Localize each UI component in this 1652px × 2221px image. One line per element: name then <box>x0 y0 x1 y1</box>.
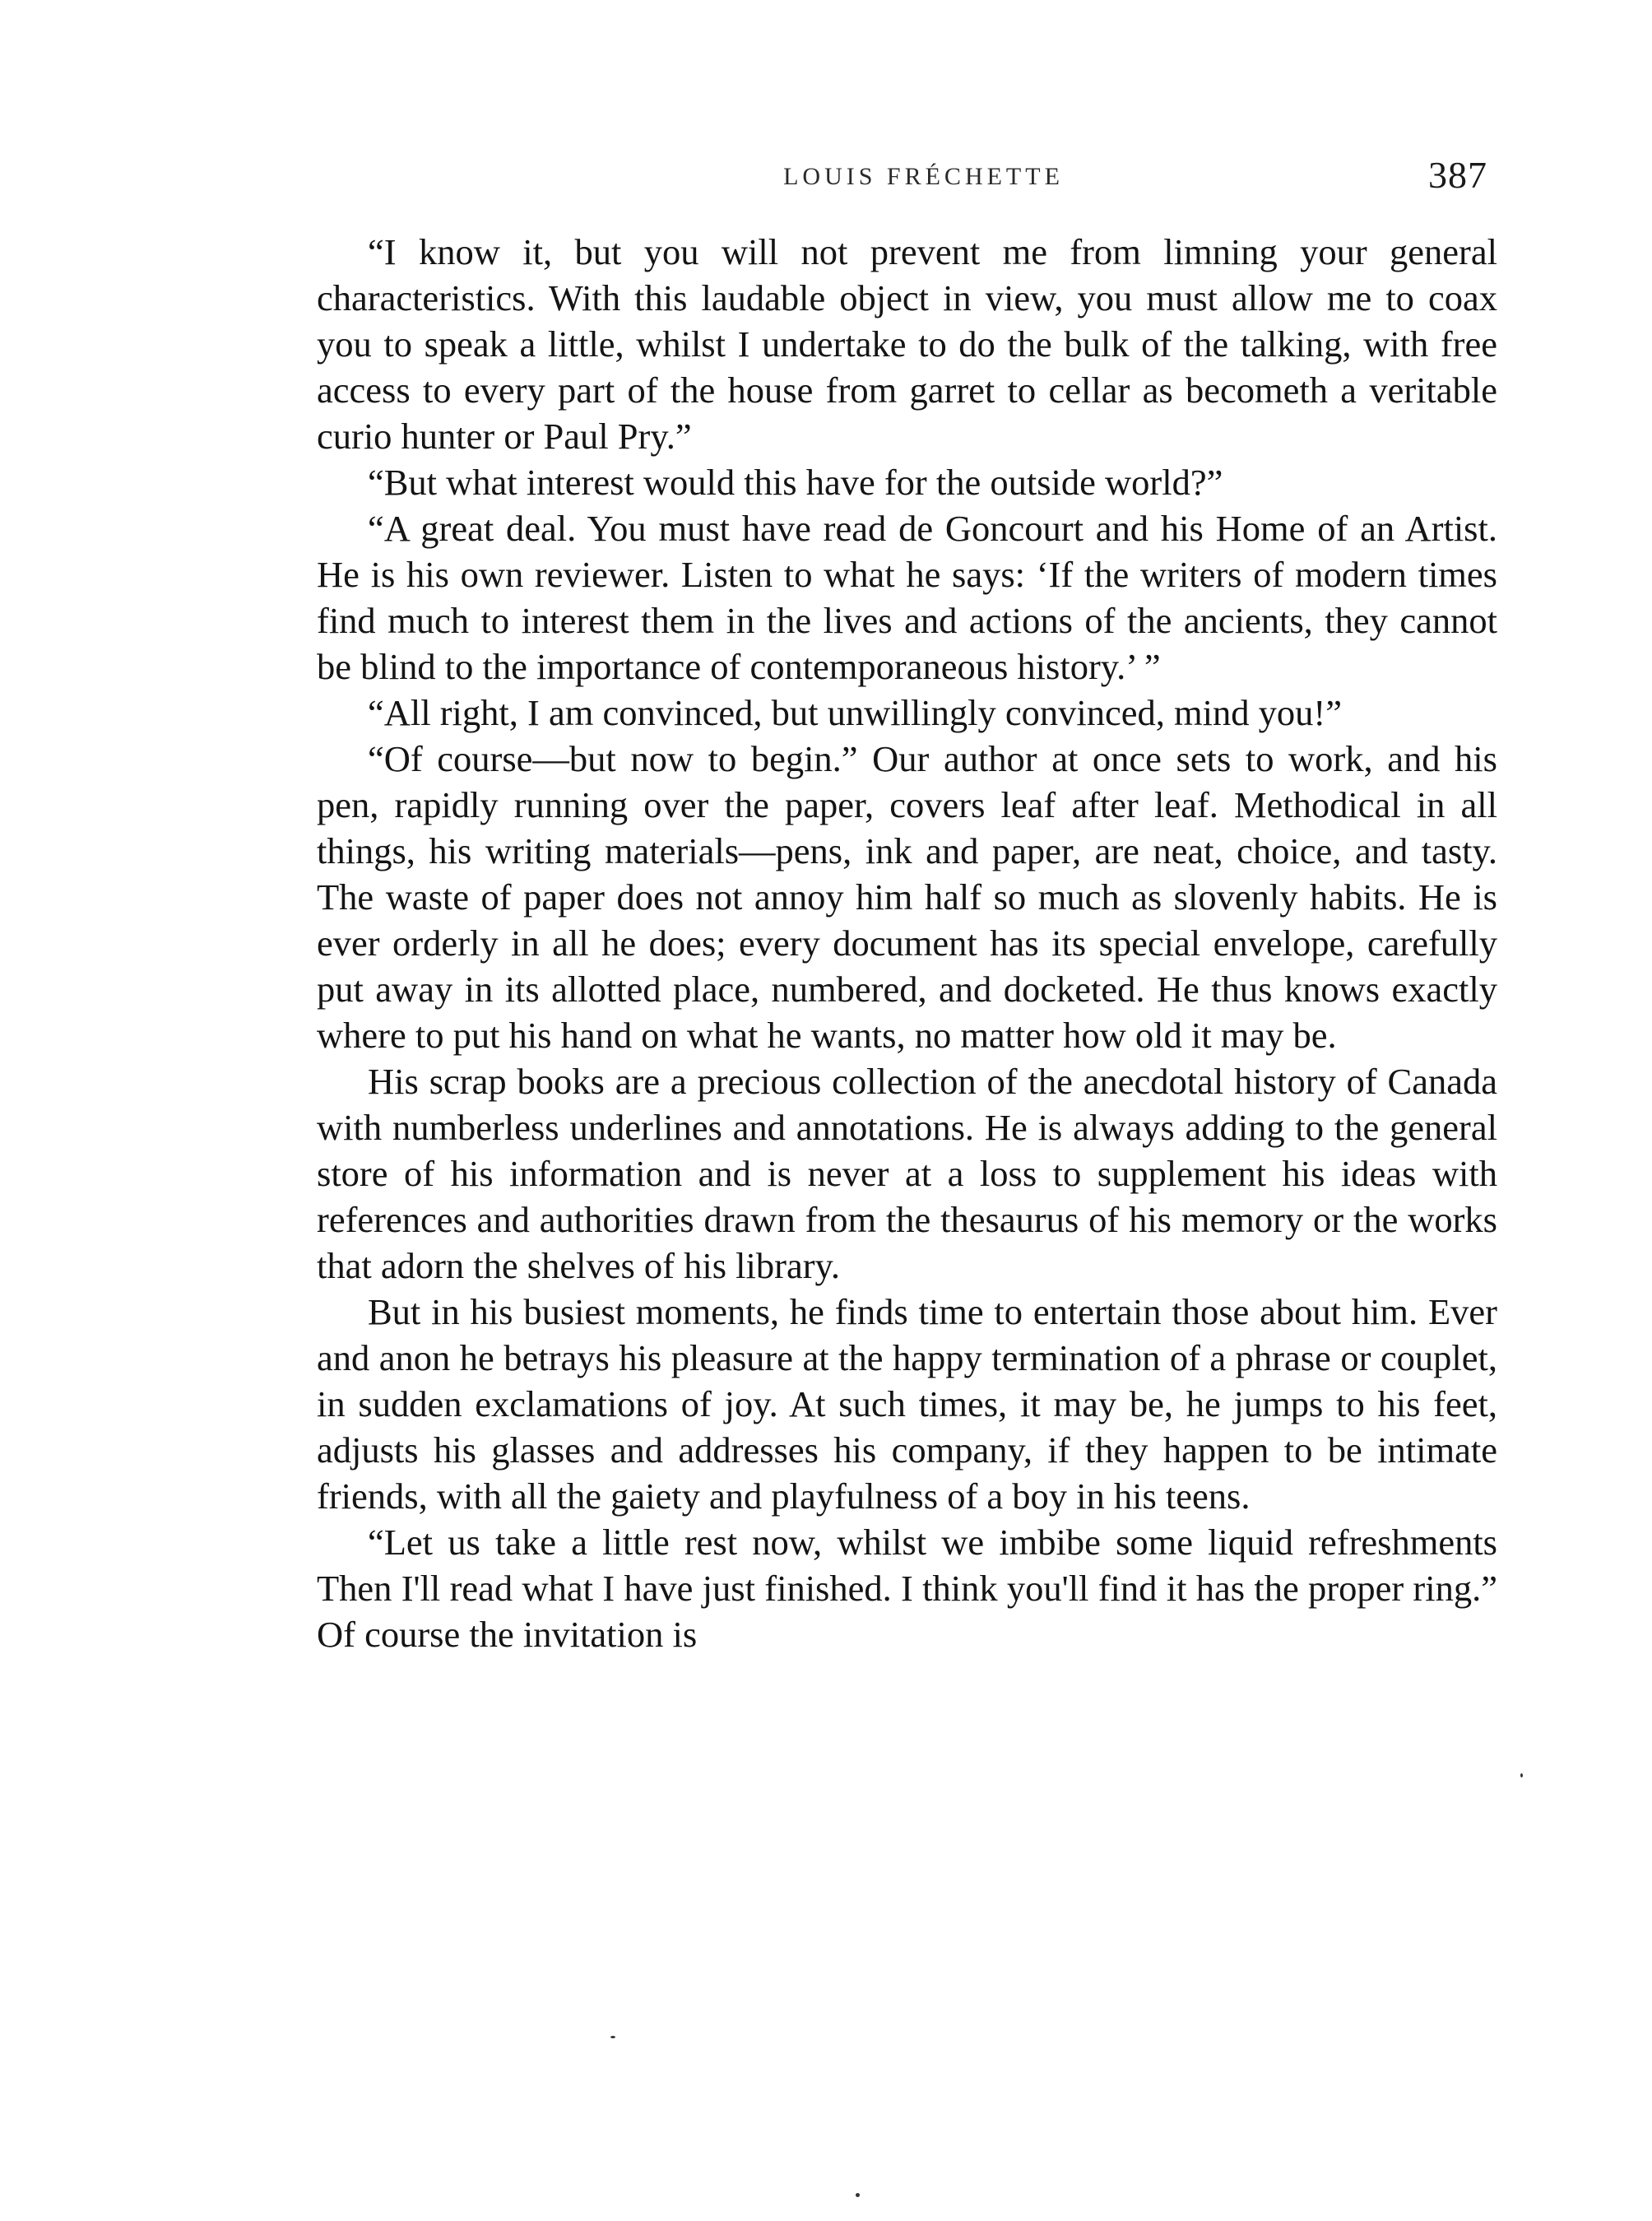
running-title-text: LOUIS FRÉCHETTE <box>783 163 1064 190</box>
body-text <box>317 229 1497 1657</box>
paragraph-7: But in his busiest moments, he finds time to entertain those about him. Ever and anon he betrays his pleasure at the happy termination of a phrase or couplet, in sudden exclamations of joy. At such times, it may be, he jumps to his feet, adjusts his glasses and addresses his company, if they happen to be intimate friends, with all the gaiety and playfulness of a boy in his teens. <box>317 1291 1497 1517</box>
ink-speck <box>1520 1773 1523 1777</box>
paragraph-4: “All right, I am convinced, but unwillingly convinced, mind you!” <box>368 692 1342 733</box>
paragraph-2: “But what interest would this have for the outside world?” <box>368 462 1223 503</box>
paragraph-6: His scrap books are a precious collection of the anecdotal history of Canada with numberless underlines and annotations. He is always adding to the general store of his information and is never at a loss to supplement his ideas with references and authorities drawn from the thesaurus of his memory or the works that adorn the shelves of his library. <box>317 1061 1497 1286</box>
running-head <box>317 153 1497 202</box>
page-number: 387 <box>1428 154 1487 196</box>
ink-speck <box>856 2193 860 2197</box>
ink-speck <box>610 2036 615 2038</box>
paragraph-3: “A great deal. You must have read de Goncourt and his Home of an Artist. He is his own reviewer. Listen to what he says: ‘If the writers of modern times find much to interest them in the lives and actions of the ancients, they cannot be blind to the importance of contemporaneous history.’ ” <box>317 508 1497 687</box>
running-title <box>317 163 1497 191</box>
paragraph-5: “Of course—but now to begin.” Our author at once sets to work, and his pen, rapidly running over the paper, covers leaf after leaf. Methodical in all things, his writing materials—pens, ink and paper, are neat, choice, and tasty. The waste of paper does not annoy him half so much as slovenly habits. He is ever orderly in all he does; every document has its special envelope, carefully put away in its allotted place, numbered, and docketed. He thus knows exactly where to put his hand on what he wants, no matter how old it may be. <box>317 738 1497 1056</box>
paragraph-1: “I know it, but you will not prevent me from limning your general characteristics. With this laudable object in view, you must allow me to coax you to speak a little, whilst I undertake to do the bulk of the talking, with free access to every part of the house from garret to cellar as becometh a veritable curio hunter or Paul Pry.” <box>317 231 1497 457</box>
paragraph-8: “Let us take a little rest now, whilst we imbibe some liquid refreshments Then I'll read what I have just finished. I think you'll find it has the proper ring.” Of course the invitation is <box>317 1522 1497 1655</box>
